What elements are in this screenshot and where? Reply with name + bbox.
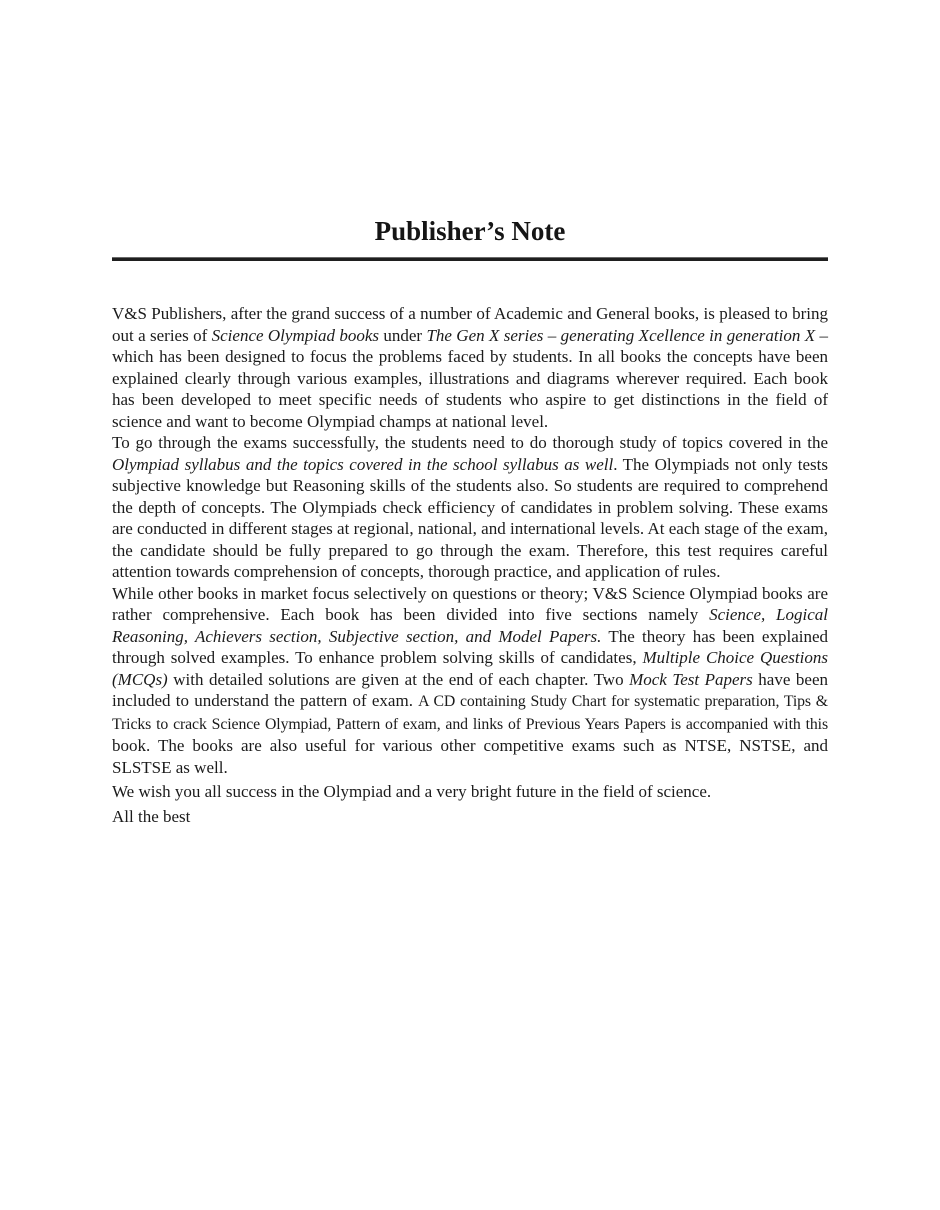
text-run-regular: . The Olympiads not only tests subjective knowledge but Reasoning skills of the students also. So students are required to comprehend the depth of concepts. The Olympiads check efficiency of candidates in problem solving. These exams are conducted in different stages at regional, national, and international levels. At each stage of the exam, the candidate should be fully prepared to go through the exam. Therefore, this test requires careful attention towards comprehension of concepts, thorough practice, and application of rules.	[112, 454, 829, 581]
text-run-italic: Science, Logical Reasoning, Achievers section, Subjective section, and Model Papers.	[112, 605, 828, 646]
text-run-italic: The Gen X series – generating Xcellence in generation X	[426, 325, 816, 345]
text-run-italic: Olympiad syllabus and the topics covered in the school syllabus as well	[112, 454, 614, 474]
text-run-regular: have been included to understand the pattern of exam.	[112, 669, 828, 710]
text-run-regular: – which has been designed to focus the problems faced by students. In all books the concepts have been explained clearly through various examples, illustrations and diagrams wherever required. Each book has been developed to meet specific needs of students who aspire to get distinctions in the field of science and want to become Olympiad champs at national level.	[112, 325, 828, 431]
text-run-italic: Science Olympiad books	[211, 325, 379, 345]
text-run-regular: V&S Publishers, after the grand success of a number of Academic and General books, is pleased to bring out a series of	[112, 304, 828, 345]
paragraph	[112, 303, 828, 432]
paragraph	[112, 583, 828, 779]
text-run-regular: To go through the exams successfully, the students need to do thorough study of topics covered in the	[112, 433, 828, 452]
text-run-regular: under	[378, 325, 427, 345]
text-run-regular: with detailed solutions are given at the end of each chapter. Two	[167, 669, 630, 689]
paragraph	[112, 781, 828, 803]
text-run-regular: We wish you all success in the Olympiad and a very bright future in the field of science.	[112, 782, 712, 801]
paragraph	[112, 806, 828, 828]
paragraph	[112, 432, 828, 583]
text-run-regular: The theory has been explained through solved examples. To enhance problem solving skills of candidates,	[112, 626, 829, 667]
text-run-italic: Multiple Choice Questions (MCQs)	[112, 648, 828, 689]
page-title: Publisher’s Note	[374, 216, 566, 246]
text-run-italic: Mock Test Papers	[629, 669, 753, 689]
note-body	[112, 303, 828, 827]
title-rule	[112, 257, 828, 261]
text-run-condensed: A CD containing Study Chart for systematic preparation, Tips & Tricks to crack Science Olympiad, Pattern of exam, and links of Previous Years Papers is accompanied with this	[112, 693, 828, 733]
text-run-regular: book. The books are also useful for various other competitive exams such as NTSE, NSTSE, and SLSTSE as well.	[112, 736, 828, 777]
text-run-regular: While other books in market focus selectively on questions or theory; V&S Science Olympiad books are rather comprehensive. Each book has been divided into five sections namely	[112, 583, 828, 624]
text-run-regular: All the best	[112, 806, 191, 826]
